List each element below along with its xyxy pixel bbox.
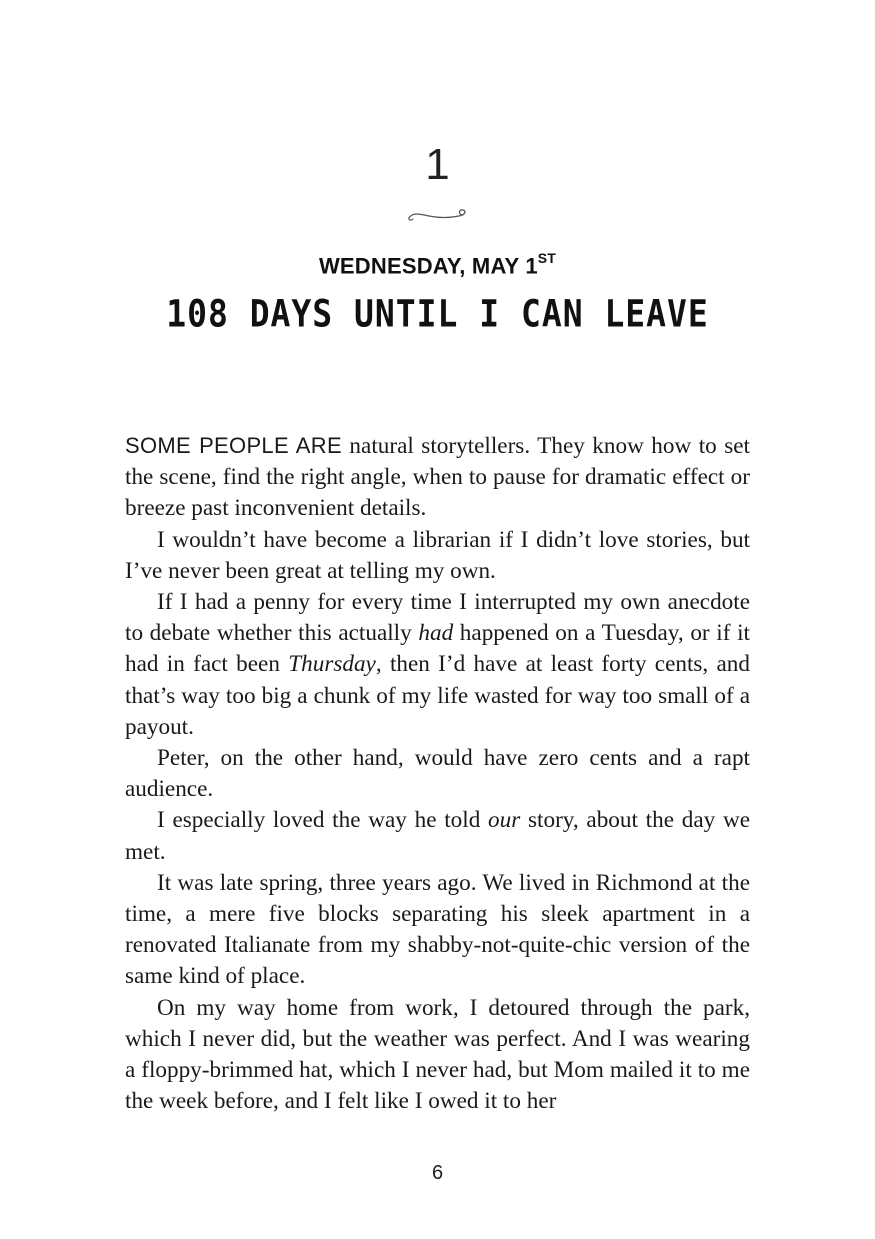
paragraph-text: I especially loved the way he told [157, 807, 489, 834]
emphasis: had [418, 620, 454, 647]
paragraph-text: natural storytellers. They know how to set the scene, find the right angle, when to pause for dramatic effect or breeze past inconvenient details. [125, 433, 751, 522]
paragraph: Peter, on the other hand, would have zero cents and a rapt audience. [125, 745, 750, 803]
paragraph: It was late spring, three years ago. We lived in Richmond at the time, a mere five blocks separating his sleek apartment in a renovated Italianate from my shabby-not-quite-chic version of the same kind of place. [125, 869, 750, 990]
paragraph-text: story, about the day we met. [125, 807, 750, 865]
paragraph: I wouldn’t have become a librarian if I didn’t love stories, but I’ve never been great at telling my own. [125, 526, 750, 584]
paragraph [125, 805, 750, 867]
paragraph [125, 430, 750, 525]
paragraph-text: , then I’d have at least forty cents, and that’s way too big a chunk of my life wasted for way too small of a payout. [125, 651, 750, 740]
emphasis: our [488, 807, 521, 834]
chapter-date [0, 252, 875, 279]
paragraph-text: happened on a Tuesday, or if it had in fact been [125, 620, 750, 678]
chapter-subtitle: 108 DAYS UNTIL I CAN LEAVE [166, 292, 709, 336]
chapter-date-text: WEDNESDAY, MAY 1 [318, 253, 538, 279]
chapter-number: 1 [425, 140, 450, 189]
emphasis: Thursday [288, 651, 376, 678]
flourish-ornament-icon [405, 206, 471, 224]
paragraph: On my way home from work, I detoured through the park, which I never did, but the weather was perfect. And I was wearing a floppy-brimmed hat, which I never had, but Mom mailed it to me the week before, and I felt like I owed it to her [125, 994, 750, 1115]
paragraph-text: If I had a penny for every time I interrupted my own anecdote to debate whether this actually [125, 589, 750, 647]
chapter-date-suffix: ST [537, 250, 557, 266]
paragraph [125, 587, 750, 743]
lead-in-small-caps: SOME PEOPLE ARE [125, 433, 342, 458]
chapter-body [125, 430, 750, 1117]
page-number: 6 [431, 1162, 444, 1184]
